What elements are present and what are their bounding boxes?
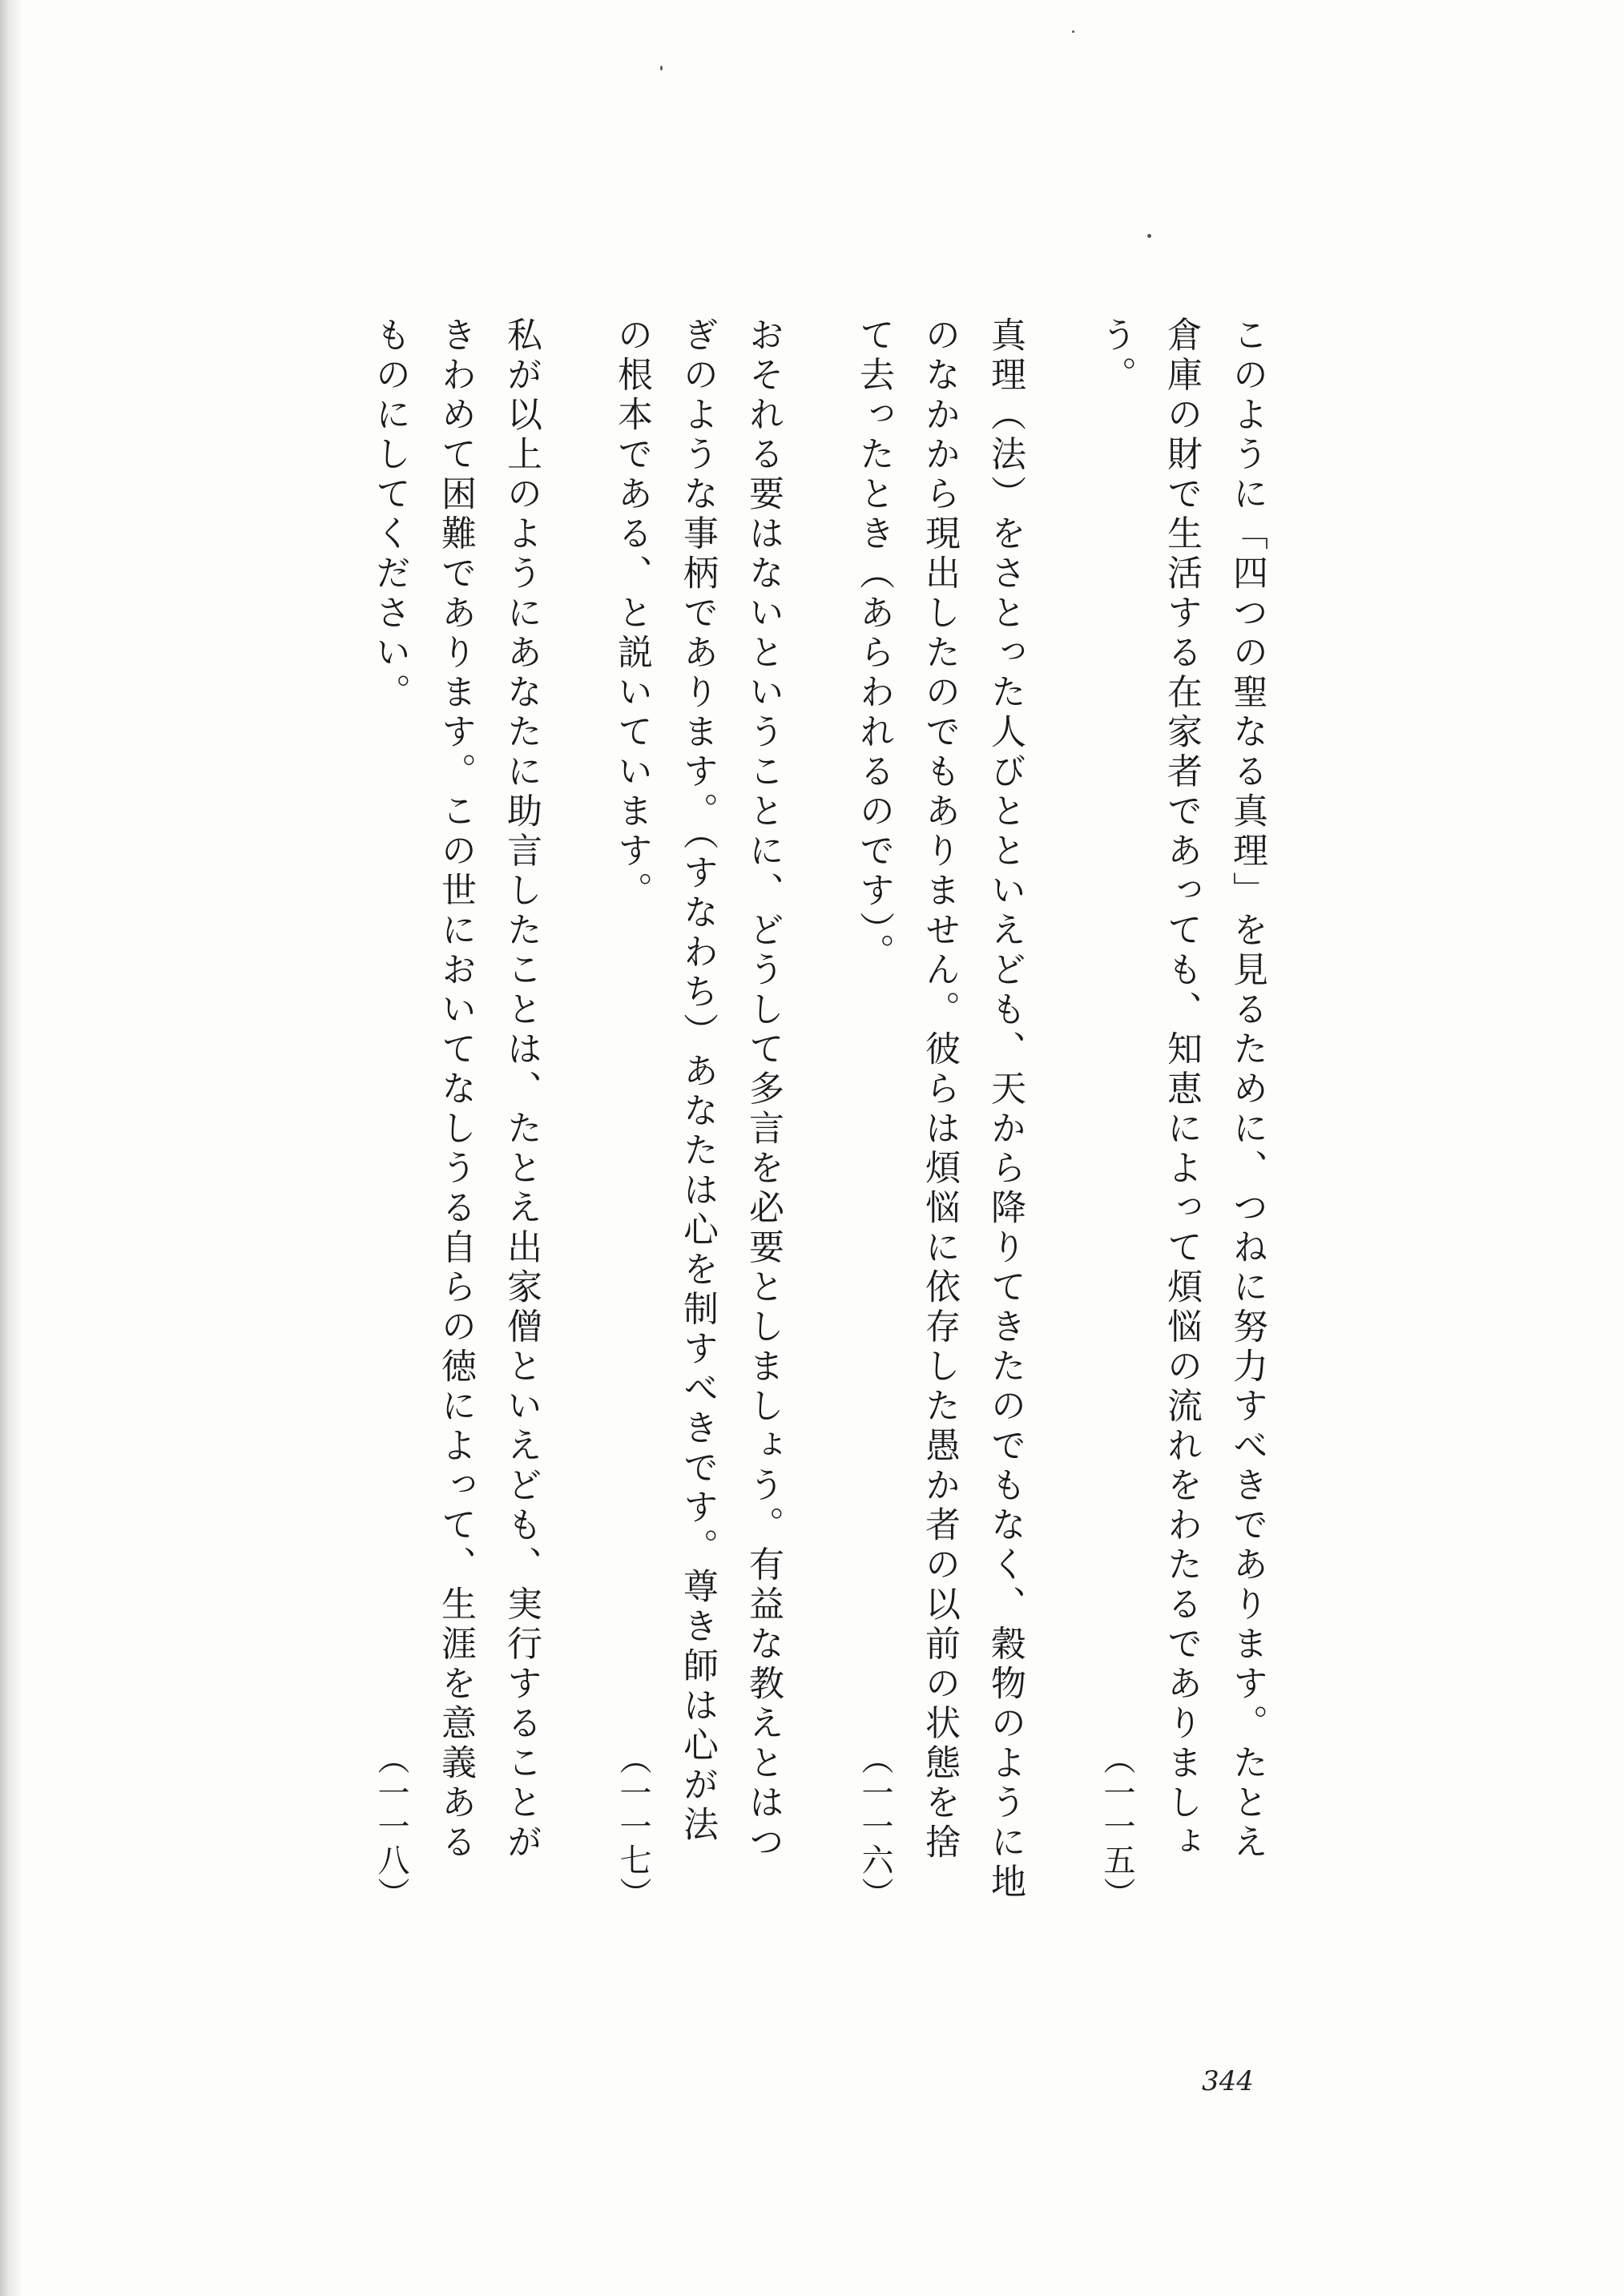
verse-118 <box>357 316 554 1911</box>
text-line: のなかから現出したのでもありません。彼らは煩悩に依存した愚か者の以前の状態を捨 <box>919 316 960 1863</box>
verse-116 <box>840 316 1038 1911</box>
page-number: 344 <box>1202 2065 1254 2097</box>
text-line: おそれる要はないということに、どうして多言を必要としましょう。有益な教えとはつ <box>743 316 784 1863</box>
text-line: 私が以上のようにあなたに助言したことは、たとえ出家僧といえども、実行することが <box>501 316 542 1863</box>
verse-text-block <box>312 316 1279 1911</box>
text-line: 倉庫の財で生活する在家者であっても、知恵によって煩悩の流れをわたるでありましょ <box>1161 316 1202 1863</box>
scan-speck <box>1072 30 1074 33</box>
text-line: う。 <box>1095 316 1136 396</box>
text-line: きわめて困難であります。この世においてなしうる自らの徳によって、生涯を意義ある <box>435 316 476 1863</box>
spine-shadow <box>0 0 22 2296</box>
scan-speck <box>1147 234 1151 238</box>
text-line: の根本である、と説いています。 <box>611 316 652 912</box>
verse-117 <box>598 316 796 1911</box>
text-line: 真理（法）をさとった人びとといえども、天から降りてきたのでもなく、穀物のように地 <box>985 316 1026 1903</box>
verse-number: （一一六） <box>856 1742 893 1911</box>
verse-number: （一一八） <box>373 1742 409 1911</box>
scan-speck <box>660 66 663 70</box>
verse-number: （一一七） <box>615 1742 651 1911</box>
text-line: ぎのような事柄であります。（すなわち）あなたは心を制すべきです。尊き師は心が法 <box>677 316 718 1846</box>
text-line: このように「四つの聖なる真理」を見るために、つねに努力すべきであります。たとえ <box>1227 316 1267 1863</box>
text-line: ものにしてください。 <box>369 316 410 713</box>
text-line: て去ったとき（あらわれるのです）。 <box>853 316 894 973</box>
verse-115 <box>1082 316 1279 1911</box>
verse-number: （一一五） <box>1098 1742 1135 1911</box>
